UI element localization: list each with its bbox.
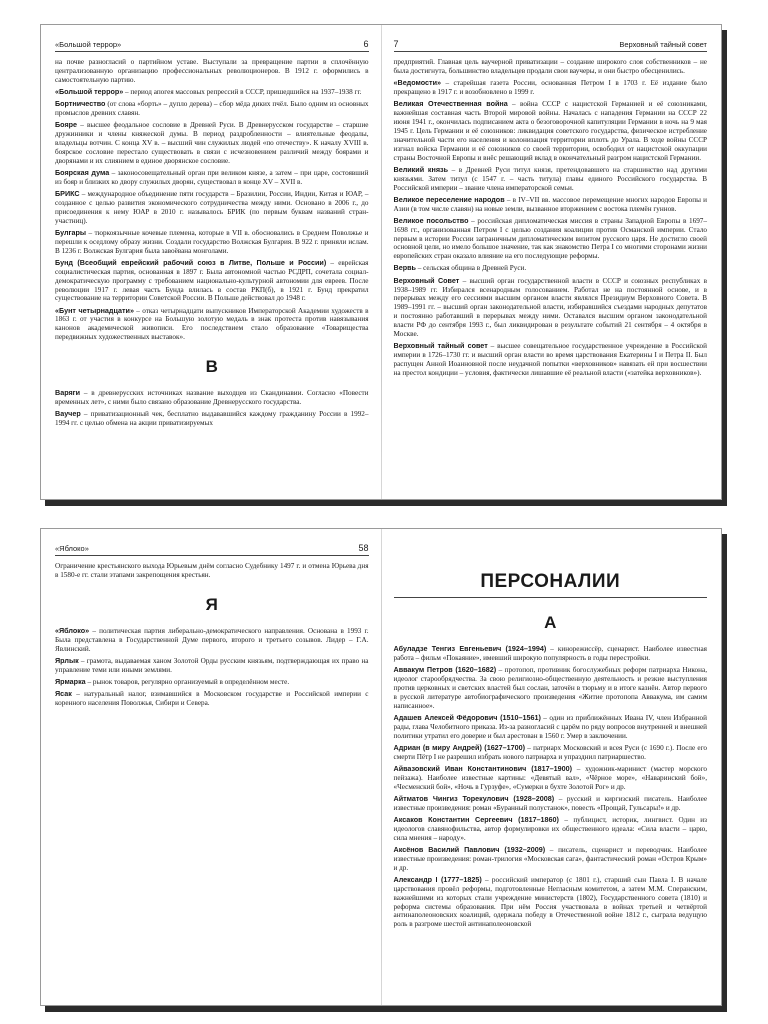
entry <box>55 307 369 343</box>
entry-term: Айтматов Чингиз Торекулович (1928–2008) <box>393 793 555 803</box>
book-spread-bottom <box>40 528 722 1006</box>
entry <box>55 100 369 118</box>
entry-term: Ясак <box>55 689 72 699</box>
entry-term: Верховный тайный совет <box>393 341 488 351</box>
entry-term: Бортничество <box>55 99 106 109</box>
entry-term: Бояре <box>55 120 78 130</box>
entry <box>394 714 708 741</box>
section-title: ПЕРСОНАЛИИ <box>480 571 621 592</box>
entry-text: – писатель, сценарист и переводчик. Наиболее известные произведения: роман-трилогия «Московская сага», фантастический роман «Остров Крым» и др. <box>393 845 707 872</box>
entry-term: Ярлык <box>55 655 79 665</box>
running-title: Верховный тайный совет <box>619 40 707 49</box>
entry <box>394 100 708 162</box>
entry <box>394 196 708 214</box>
entry-text: – российская дипломатическая миссия в страны Западной Европы в 1697–1698 гг., организованная Петром I с целью создания коалиции против Османской империи. Стало первым в истории России заграничным дипломатическим визитом русского царя. Не достигло своей основной цели, но имело большое значение, так как знакомство Петра I со многими сторонами жизни европейских стран оказало влияние на его последующие реформы. <box>393 216 707 261</box>
entry <box>55 259 369 304</box>
letter-heading: А <box>544 613 557 632</box>
entry <box>55 678 369 687</box>
page-body <box>55 562 369 708</box>
entry-text: – в Древней Руси титул князя, претендовавшего на старшинство над другими князьями. Затем титул (с 1547 г. – часть титула) главы единого Российского государства. В Российской империи – звание члена императорской семьи. <box>393 165 707 192</box>
entry-text: – еврейская социалистическая партия, основанная в 1897 г. Была автономной частью РСДРП, сочетала социал-демократическую программу с требованием национально-культурной автономии для евреев. После революции 1917 г. левая часть Бунда влилась в состав РКП(б), в 1921 г. Бунд прекратил существование на территории Советской России. В Польше действовал до 1948 г. <box>55 258 369 303</box>
entry-term: Аксёнов Василий Павлович (1932–2009) <box>393 844 546 854</box>
entry-text: – сельская община в Древней Руси. <box>415 264 527 273</box>
entry-term: Булгары <box>55 227 87 237</box>
entry-text: – рынок товаров, регулярно организуемый в определённом месте. <box>85 677 290 686</box>
entry <box>394 816 708 843</box>
entry-term: Александр I (1777–1825) <box>393 874 482 884</box>
entry <box>55 190 369 226</box>
running-head <box>394 39 708 52</box>
paragraph: предприятий. Главная цель ваучерной приватизации – создание широкого слоя собственников – не была достигнута, большинство владельцев продали свои ваучеры, и они быстро обесценились. <box>393 58 707 75</box>
top-spacer <box>394 543 708 563</box>
entry <box>394 666 708 711</box>
entry <box>394 876 708 930</box>
entry-text: – патриарх Московский и всея Руси (с 1690 г.). После его смерти Пётр I не разрешил избрать нового патриарха и упразднил патриаршество. <box>393 743 707 761</box>
entry-term: Вервь <box>393 263 416 273</box>
entry-text: – в древнерусских источниках название выходцев из Скандинавии. Согласно «Повести временных лет», с ними было связано образование Древнерусского государства. <box>55 389 369 407</box>
entry-text: – тюркоязычные кочевые племена, которые в VII в. обосновались в Среднем Поволжье и перешли к оседлому образу жизни. Создали государство Волжская Булгария. В 922 г. приняли ислам. В 1236 г. Волжская Булгария была завоёвана монголами. <box>55 228 369 255</box>
book-spread-top <box>40 24 722 500</box>
entry-text: – натуральный налог, взимавшийся в Московском государстве и Российской империи с коренного населения Поволжья, Сибири и Севера. <box>55 690 369 707</box>
entry <box>55 627 369 654</box>
entry-text: – отказ четырнадцати выпускников Императорской Академии художеств в 1863 г. от участия в конкурсе на Большую золотую медаль в знак протеста против навязывания канонов академической живописи. Его последствием стало образование «Товарищества передвижных художественных выставок». <box>55 306 369 342</box>
entry <box>55 690 369 708</box>
entry <box>55 169 369 187</box>
entry <box>55 410 369 428</box>
entry-term: Айвазовский Иван Константинович (1817–1900) <box>393 763 573 773</box>
entry-text: – художник-маринист (мастер морского пейзажа). Наиболее известные картины: «Девятый вал», «Чёрное море», «Наваринский бой», «Чесменский бой», «Ночь в Гурзуфе», «Сумерки в бухте Золотой Рог» и др. <box>393 764 707 791</box>
entry-text: – протопоп, противник богослужебных реформ патриарха Никона, идеолог старообрядчества. За свою религиозно-общественную деятельность и резкие выступления против церковных и светских властей был сослан, заточён в тюрьму и в итоге казнён. Автор первого в русской литературе автобиографического произведения «Житие протопопа Аввакума, им самим написанное». <box>393 666 707 710</box>
entry <box>394 79 708 97</box>
paragraph: на почве разногласий о партийном уставе. Выступали за превращение партии в сплочённую централизованную организацию профессиональных революционеров. В 1912 г. оформились в самостоятельную партию. <box>55 58 369 84</box>
section-rule <box>394 597 708 598</box>
entry <box>394 264 708 273</box>
entry-text: – высшее совещательное государственное учреждение в Российской империи в 1726–1730 гг. и высший орган власти во время царствования Екатерины I и Петра II. Был распущен Анной Иоанновной после неудачной попытки «верховников» навязать ей при восшествии на престол кондиции – условия, фактически лишавшие её реальной власти («затейка верховников»). <box>393 342 707 377</box>
entry-term: БРИКС <box>55 188 80 198</box>
entry-text: – один из приближённых Ивана IV, член Избранной рады, глава Челобитного приказа. Из-за разногласий с царём по ряду вопросов внутренней и внешней политики утратил его доверие и был арестован в 1560 г. Умер в заключении. <box>393 713 707 740</box>
entry-text: – высший орган государственной власти в СССР и союзных республиках в 1938–1989 гг. Избирался всенародным голосованием. Работал не на постоянной основе, и в перерывах между его сессиями высшим органом власти являлся Президиум Верховного Совета. В 1989–1991 гг. – высший орган законодательной власти, избиравшийся съездами народных депутатов и постоянно работавший в перерывах между ними. Оставался высшим органом законодательной власти РФ до сентября 1993 г., был ликвидирован в результате событий 21 сентября – 4 октября в Москве. <box>393 276 707 339</box>
entry <box>55 657 369 675</box>
entry-text: – кинорежиссёр, сценарист. Наиболее известная работа – фильм «Покаяние», имевший широкую популярность в годы перестройки. <box>393 645 707 662</box>
entry <box>394 795 708 813</box>
entry-term: Адашев Алексей Фёдорович (1510–1561) <box>393 712 541 722</box>
entry-term: Аввакум Петров (1620–1682) <box>393 665 497 675</box>
entry-text: – русский и киргизский писатель. Наиболее известные произведения: роман «Буранный полустанок», повесть «Прощай, Гульсары!» и др. <box>393 794 708 812</box>
letter-heading: Я <box>205 594 218 614</box>
entry-text: – старейшая газета России, основанная Петром I в 1703 г. Её издание было прекращено в 1917 г. и возобновлено в 1999 г. <box>393 79 707 96</box>
paragraph: Ограничение крестьянского выхода Юрьевым днём согласно Судебнику 1497 г. и отмена Юрьева дня в 1580-е гг. стали этапами закрепощения крестьян. <box>55 562 369 579</box>
entry <box>394 217 708 262</box>
entry-term: «Большой террор» <box>55 86 124 96</box>
entry <box>394 342 708 378</box>
running-head <box>55 543 369 556</box>
page-number: 58 <box>358 543 369 553</box>
entry-text: – грамота, выдаваемая ханом Золотой Орды русским князьям, подтверждающая их право на управление теми или иными землями. <box>55 656 369 674</box>
entry-term: «Яблоко» <box>55 625 90 635</box>
page-6 <box>41 25 381 499</box>
entry-text: – приватизационный чек, бесплатно выдававшийся каждому гражданину России в 1992–1994 гг. с целью обмена на акции приватизируемых <box>55 410 369 428</box>
entry-term: Адриан (в миру Андрей) (1627–1700) <box>393 742 526 752</box>
entry-term: Великое переселение народов <box>393 194 505 204</box>
entry-term: Варяги <box>55 388 81 398</box>
entry-text: – публицист, историк, лингвист. Один из идеологов славянофильства, автор формулировки их общественного идеала: «Сила власти – царю, сила мнения – народу». <box>393 815 707 842</box>
entry-text: – международное объединение пяти государств – Бразилии, России, Индии, Китая и ЮАР, – созданное с целью развития экономического сотрудничества между ними. Основано в 2006 г., до присоединения к нему ЮАР в 2010 г. называлось БРИК (по первым буквам названий стран-участниц). <box>55 189 369 225</box>
entry <box>55 389 369 407</box>
entry-term: «Бунт четырнадцати» <box>55 305 134 315</box>
entry-text: (от слова «борть» – дупло дерева) – сбор мёда диких пчёл. Было одним из основных промыслов древних славян. <box>55 100 369 117</box>
entry <box>55 229 369 256</box>
entry-text: – период апогея массовых репрессий в СССР, пришедшийся на 1937–1938 гг. <box>123 87 362 96</box>
running-title: «Большой террор» <box>55 40 122 49</box>
page-number: 7 <box>393 39 399 49</box>
entry-term: Аксаков Константин Сергеевич (1817–1860) <box>393 814 559 824</box>
entry-term: Бунд (Всеобщий еврейский рабочий союз в Литве, Польше и России) <box>55 257 327 267</box>
entry-text: – высшее феодальное сословие в Древней Руси. В Древнерусском государстве – старшие дружинники и члены княжеской думы. В период раздробленности – влиятельные феодалы, владельцы вотчин. С конца XV в. – высший чин служилых людей «по отечеству». К началу XVIII в. боярское сословие перестало существовать в связи с исчезновением различий между боярами и дворянами и их слиянием в единое дворянское сословие. <box>55 121 369 165</box>
page-58 <box>41 529 381 1005</box>
entry-text: – политическая партия либерально-демократического направления. Основана в 1993 г. Была представлена в Государственной Думе первого, второго и третьего созывов. Лидер – Г.А. Явлинский. <box>55 626 369 653</box>
page-personalii <box>382 529 722 1005</box>
entry-text: – российский император (с 1801 г.), старший сын Павла I. В начале царствования провёл реформы, подготовленные Негласным комитетом, а затем М.М. Сперанским, важнейшими из которых стали учреждение министерств (1802), Государственного совета (1810) и реформа системы образования. При нём Россия участвовала в войнах третьей и четвёртой антинаполеоновских коалиций, одержала победу в Отечественной войне 1812 г., сыграла ведущую роль в разгроме шестой антинаполеоновской <box>393 875 707 929</box>
entry <box>394 166 708 193</box>
entry-term: Верховный Совет <box>393 275 460 285</box>
entry-term: Великое посольство <box>393 215 469 225</box>
page-body <box>394 58 708 378</box>
page-7 <box>382 25 722 499</box>
entry-term: Ваучер <box>55 409 81 419</box>
entry-text: – в IV–VII вв. массовое перемещение многих народов Европы и Азии (в том числе славян) на новые земли, вызванное вторжением с востока племён гуннов. <box>393 195 707 213</box>
entry-term: Великий князь <box>393 164 449 174</box>
entry <box>394 277 708 339</box>
running-head <box>55 39 369 52</box>
entry <box>55 121 369 166</box>
entry-text: – война СССР с нацистской Германией и её союзниками, важнейшая составная часть Второй мировой войны. Началась с нападения Германии на СССР 22 июня 1941 г., окончилась подписанием акта о безоговорочной капитуляции Германии в ночь на 9 мая 1945 г. Цель Германии и её союзников: ликвидация советского государства, физическое истребление значительной части его населения и колонизация территории вплоть до Урала. В ходе войны СССР изгнал войска Германии и её союзников со своей территории, освободил от нацистской оккупации страны Восточной Европы и внёс решающий вклад в окончательный разгром нацистской Германии. <box>393 100 707 162</box>
entry-term: Ярмарка <box>55 676 86 686</box>
page-number: 6 <box>363 39 369 49</box>
entry-term: Абуладзе Тенгиз Евгеньевич (1924–1994) <box>393 644 547 654</box>
entry <box>394 846 708 873</box>
entry <box>394 744 708 762</box>
entry-term: Великая Отечественная война <box>393 99 508 109</box>
letter-heading: В <box>205 357 218 377</box>
entry <box>394 765 708 792</box>
entry <box>55 88 369 97</box>
entry-term: «Ведомости» <box>393 78 441 88</box>
page-body <box>55 58 369 428</box>
entry <box>394 645 708 663</box>
page-body <box>394 612 708 929</box>
entry-text: – законосовещательный орган при великом князе, а затем – при царе, состоявший из бояр и близких ко двору служилых дворян, существовал в конце XV – XVII в. <box>55 168 369 186</box>
running-title: «Яблоко» <box>55 544 89 553</box>
entry-term: Боярская дума <box>55 167 110 177</box>
